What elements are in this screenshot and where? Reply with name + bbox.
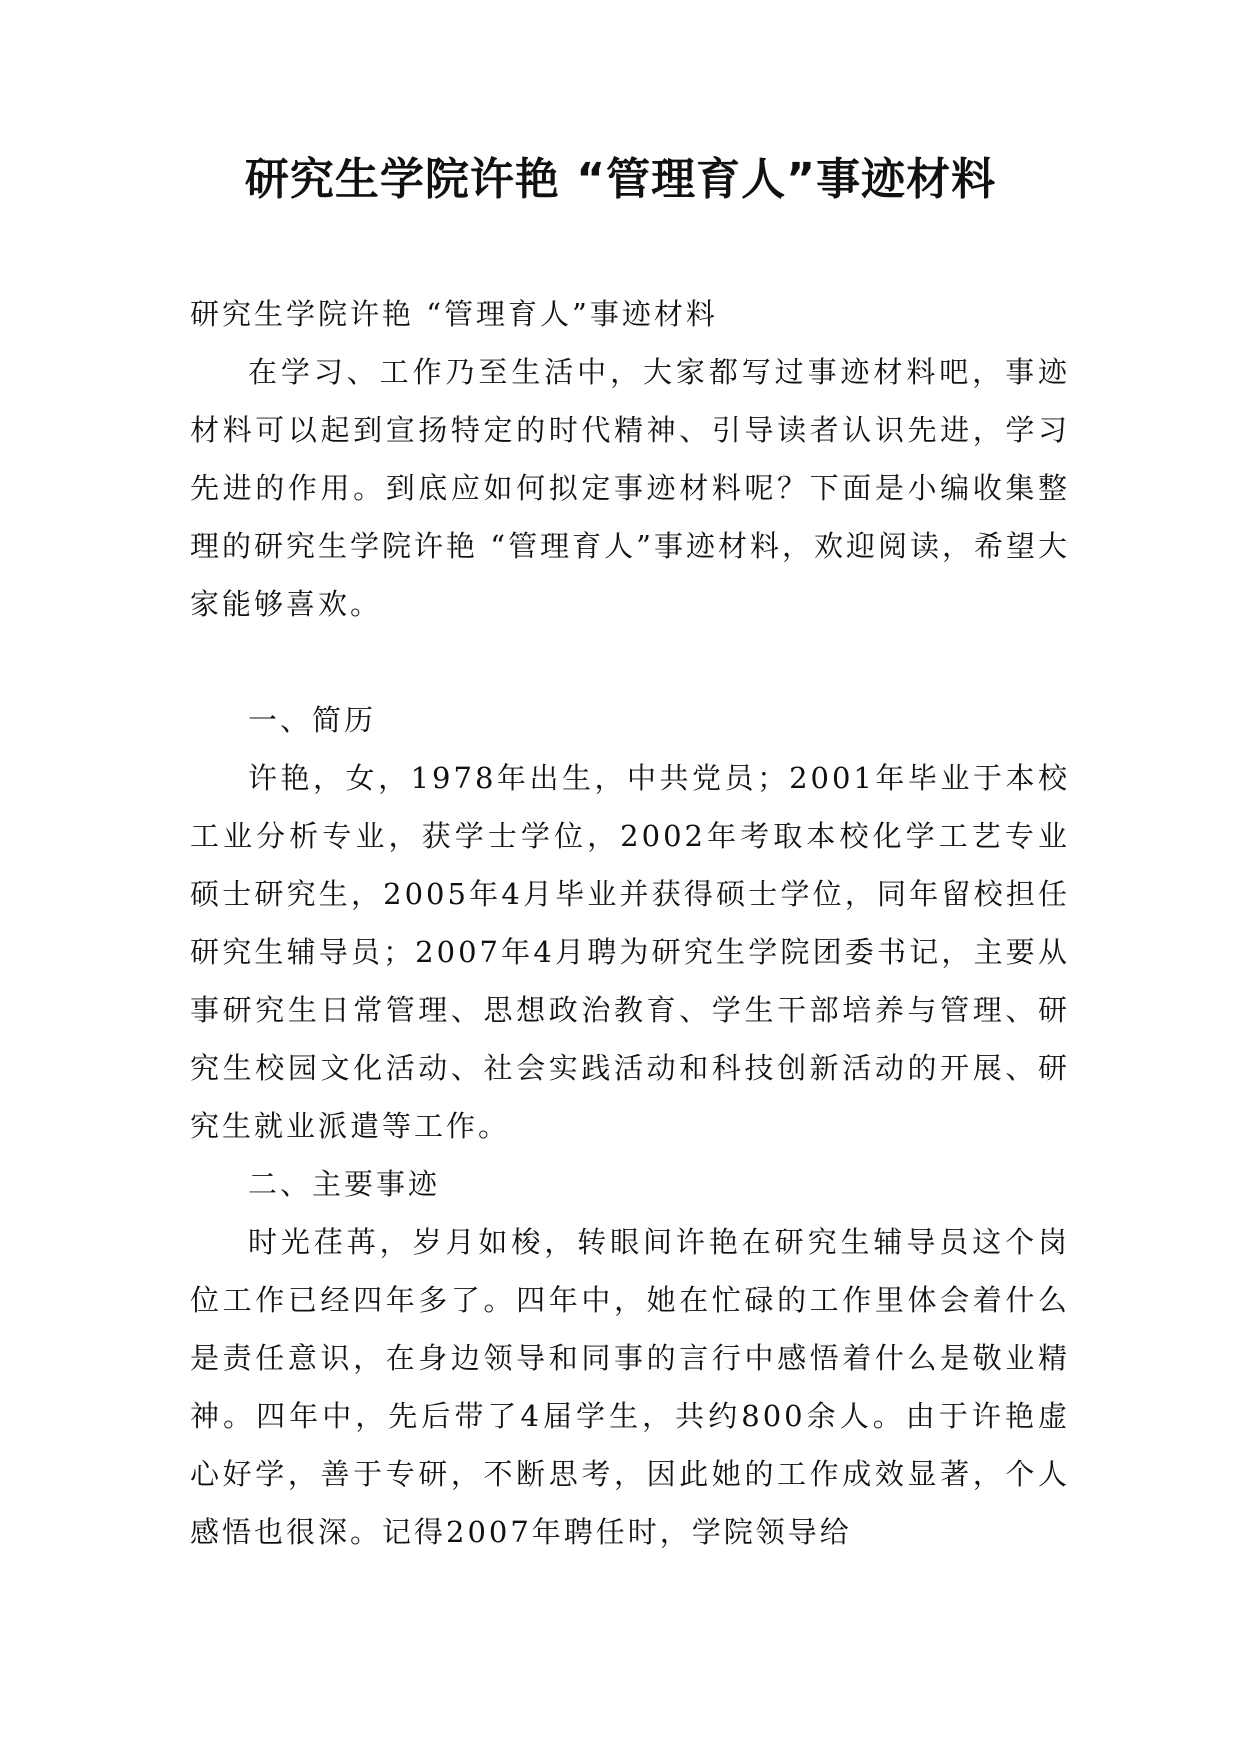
section-heading-resume: 一、简历 [248, 703, 377, 737]
document-body [190, 285, 1070, 1561]
document-subtitle: 研究生学院许艳 “管理育人”事迹材料 [190, 297, 718, 331]
intro-paragraph: 在学习、工作乃至生活中，大家都写过事迹材料吧，事迹材料可以起到宣扬特定的时代精神、引导读者认识先进，学习先进的作用。到底应如何拟定事迹材料呢？下面是小编收集整理的研究生学院许艳 “管理育人”事迹材料，欢迎阅读，希望大家能够喜欢。 [190, 355, 1070, 621]
resume-paragraph: 许艳，女，1978年出生，中共党员；2001年毕业于本校工业分析专业，获学士学位，2002年考取本校化学工艺专业硕士研究生，2005年4月毕业并获得硕士学位，同年留校担任研究生辅导员；2007年4月聘为研究生学院团委书记，主要从事研究生日常管理、思想政治教育、学生干部培养与管理、研究生校园文化活动、社会实践活动和科技创新活动的开展、研究生就业派遣等工作。 [190, 761, 1070, 1143]
paragraph-gap [190, 633, 1070, 691]
main-deeds-paragraph: 时光荏苒，岁月如梭，转眼间许艳在研究生辅导员这个岗位工作已经四年多了。四年中，她在忙碌的工作里体会着什么是责任意识，在身边领导和同事的言行中感悟着什么是敬业精神。四年中，先后带了4届学生，共约800余人。由于许艳虚心好学，善于专研，不断思考，因此她的工作成效显著，个人感悟也很深。记得2007年聘任时，学院领导给 [190, 1225, 1070, 1549]
section-heading-main-deeds: 二、主要事迹 [248, 1167, 441, 1201]
document-title: 研究生学院许艳 “管理育人”事迹材料 [244, 154, 997, 205]
